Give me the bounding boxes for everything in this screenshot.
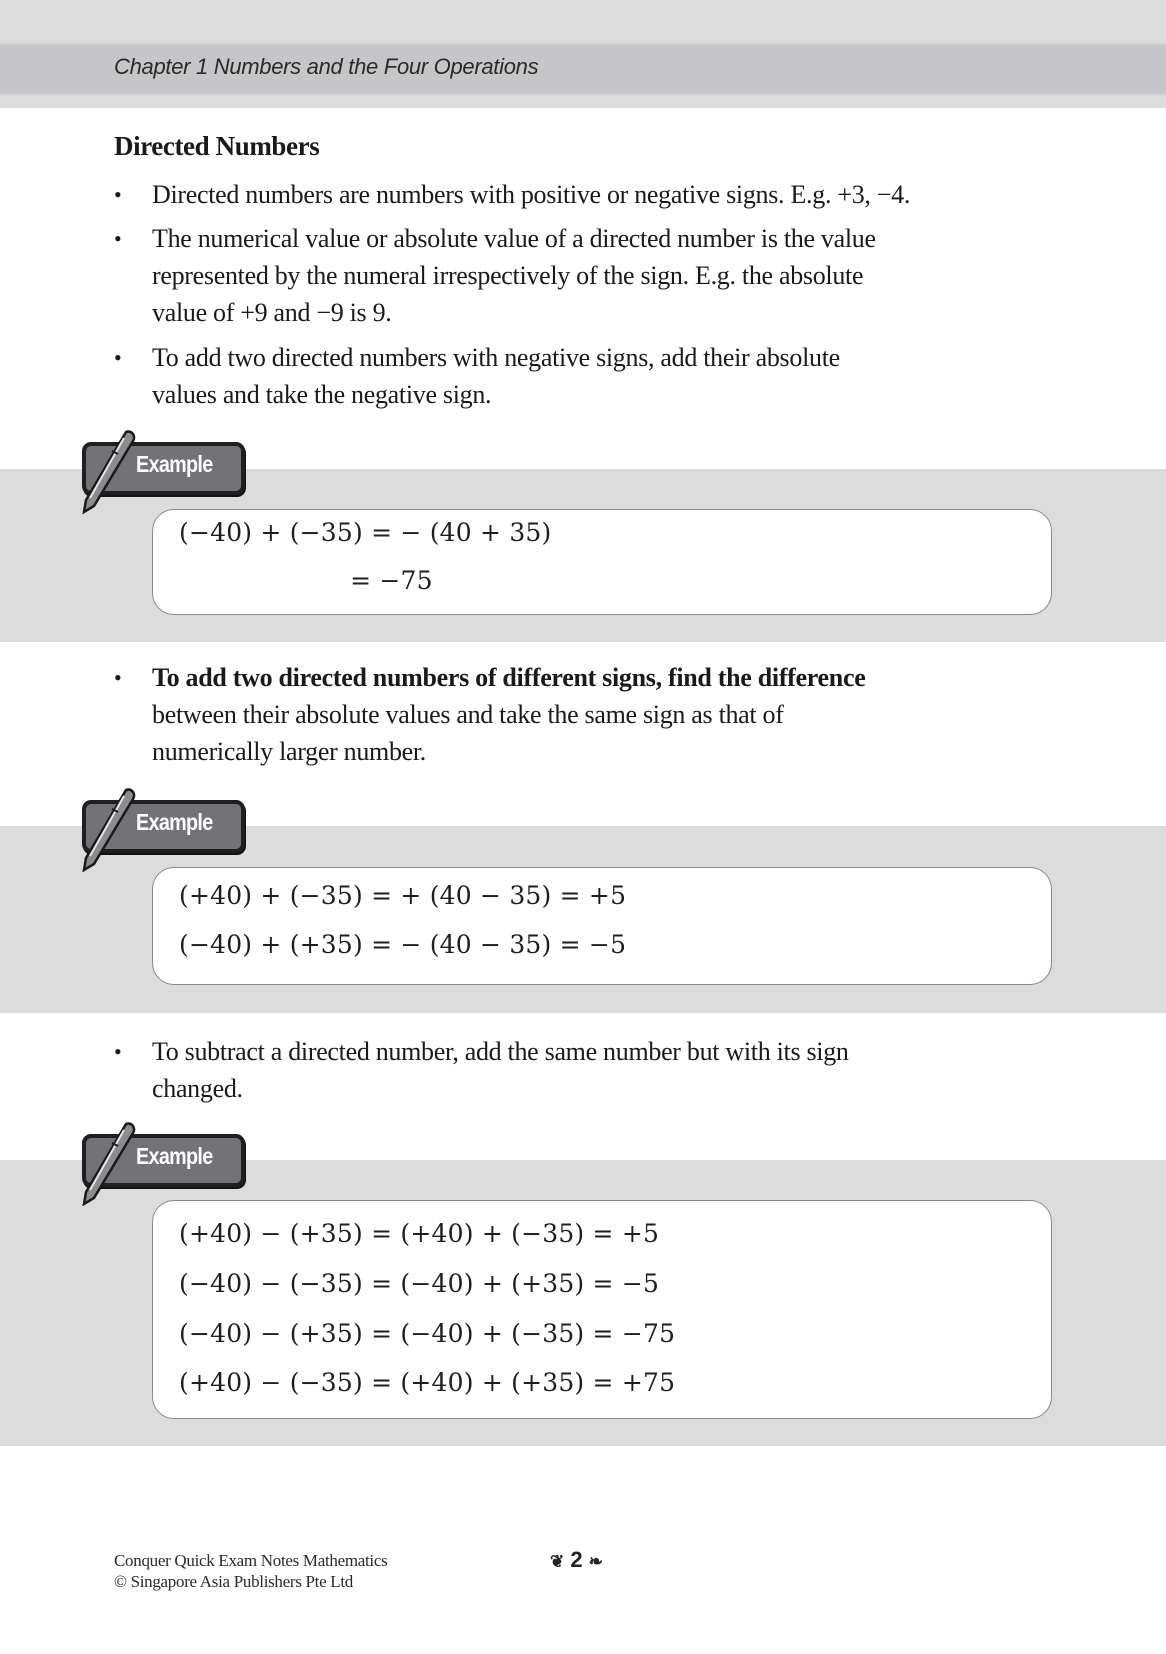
bullet-item (114, 339, 1074, 413)
example-badge-label: Example (136, 1143, 213, 1169)
page-number (550, 1547, 603, 1573)
pen-icon (78, 1120, 138, 1206)
bullet-text-line: values and take the negative sign. (152, 380, 492, 409)
example-badge (82, 1134, 245, 1187)
bullet-text-line: represented by the numeral irrespectively of the sign. E.g. the absolute (152, 261, 864, 290)
example-equation: (−40) + (+35) = − (40 − 35) = −5 (179, 930, 627, 959)
bullet-text-line: numerically larger number. (152, 737, 427, 766)
bullet-item (114, 176, 1074, 213)
bullet-text-line: To add two directed numbers with negative signs, add their absolute (152, 343, 840, 372)
pen-icon (78, 786, 138, 872)
example-equation: (−40) + (−35) = − (40 + 35) (179, 518, 552, 547)
bullet-text: Directed numbers are numbers with positive or negative signs. E.g. +3, −4. (152, 180, 911, 209)
example-equation: (+40) − (+35) = (+40) + (−35) = +5 (179, 1219, 660, 1248)
bullet-dot: • (114, 226, 122, 251)
footer-copyright: © Singapore Asia Publishers Pte Ltd (114, 1572, 353, 1591)
bullet-text-line: changed. (152, 1074, 243, 1103)
bullet-text-line (152, 659, 1074, 696)
footer-book-title: Conquer Quick Exam Notes Mathematics (114, 1551, 388, 1570)
header-lower-strip (0, 95, 1166, 108)
example-badge (82, 800, 245, 853)
footer-credits (114, 1550, 387, 1592)
bullet-text-line: value of +9 and −9 is 9. (152, 298, 392, 327)
page-number-value: 2 (570, 1547, 583, 1572)
bullet-text-line: To subtract a directed number, add the same number but with its sign (152, 1037, 849, 1066)
pen-icon (78, 428, 138, 514)
example-equation: (−40) − (+35) = (−40) + (−35) = −75 (179, 1319, 676, 1348)
bullet-dot: • (114, 345, 122, 370)
top-margin-strip (0, 0, 1166, 43)
example-equation: (−40) − (−35) = (−40) + (+35) = −5 (179, 1269, 660, 1298)
example-badge (82, 442, 245, 495)
bullet-emphasis: To add two directed numbers of different signs, find the difference (152, 663, 866, 692)
fleuron-icon: ❧ (588, 1552, 603, 1571)
bullet-item (114, 220, 1074, 331)
example-equation: = −75 (179, 566, 433, 595)
bullet-item (114, 659, 1074, 770)
example-badge-label: Example (136, 809, 213, 835)
bullet-dot: • (114, 182, 122, 207)
bullet-dot: • (114, 1039, 122, 1064)
bullet-text-line: The numerical value or absolute value of a directed number is the value (152, 224, 876, 253)
example-equation: (+40) + (−35) = + (40 − 35) = +5 (179, 881, 627, 910)
bullet-text-line: between their absolute values and take the same sign as that of (152, 700, 784, 729)
example-equation: (+40) − (−35) = (+40) + (+35) = +75 (179, 1368, 676, 1397)
section-title: Directed Numbers (114, 131, 320, 161)
bullet-dot: • (114, 665, 122, 690)
example-badge-label: Example (136, 451, 213, 477)
bullet-item (114, 1033, 1074, 1107)
fleuron-icon: ❦ (550, 1552, 565, 1571)
chapter-title: Chapter 1 Numbers and the Four Operations (114, 54, 539, 79)
